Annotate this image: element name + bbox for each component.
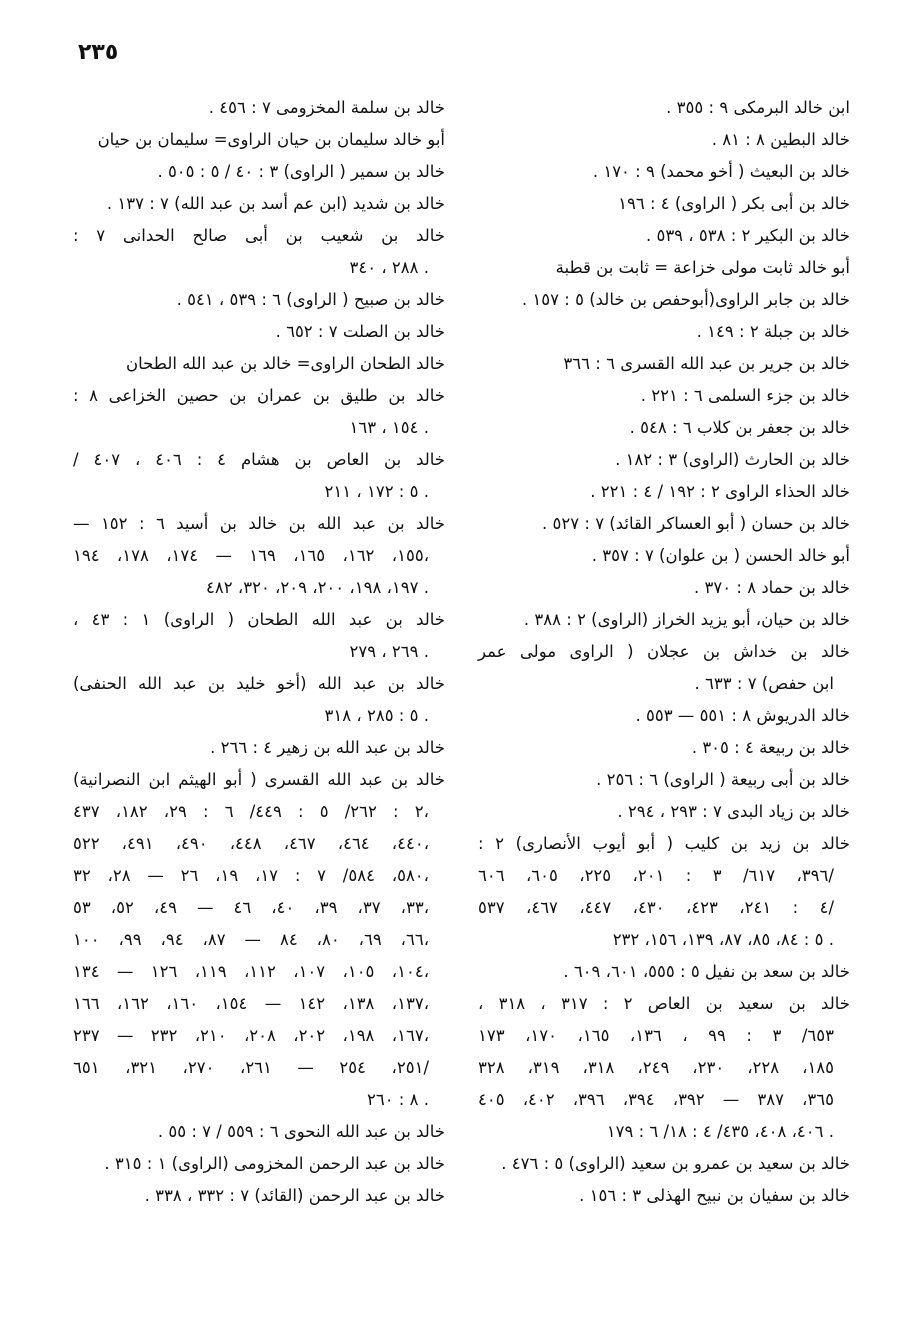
index-entry (478, 796, 850, 828)
index-entry (478, 252, 850, 284)
entry-continuation-line: ٦٦، ٦٩، ٨٠، ٨٤ — ٨٧، ٩٤، ٩٩، ١٠٠، (73, 930, 430, 949)
entry-heading-line: خالد الدريوش ٨ : ٥٥١ — ٥٥٣ . (635, 706, 850, 725)
entry-heading-line: خالد بن سفيان بن نبيح الهذلى ٣ : ١٥٦ . (579, 1186, 850, 1205)
entry-heading-line: خالد بن جابر الراوى(أبوحفص بن خالد) ٥ : ١٥٧ . (521, 290, 850, 309)
entry-heading-line: خالد بن أبى ربيعة ( الراوى) ٦ : ٢٥٦ . (596, 770, 850, 789)
entry-heading-line: خالد الطحان الراوى= خالد بن عبد الله الطحان (126, 354, 445, 373)
entry-heading-line: خالد بن صبيح ( الراوى) ٦ : ٥٣٩ ، ٥٤١ . (176, 290, 445, 309)
index-entry (73, 1116, 445, 1148)
entry-heading-line: خالد بن سعيد بن عمرو بن سعيد (الراوى) ٥ : ٤٧٦ . (501, 1154, 850, 1173)
entry-heading-line: أبو خالد ثابت مولى خزاعة = ثابت بن قطبة (555, 258, 850, 277)
entry-heading-line: خالد بن ربيعة ٤ : ٣٠٥ . (691, 738, 850, 757)
index-entry (73, 284, 445, 316)
entry-heading-line: خالد بن شديد (ابن عم أسد بن عبد الله) ٧ : ١٣٧ . (106, 194, 445, 213)
index-entry (478, 188, 850, 220)
index-entry (478, 636, 850, 700)
entry-heading-line: خالد بن عبد الله (أخو خليد بن عبد الله الحنفى) (73, 674, 445, 693)
index-entry (73, 444, 445, 508)
entry-continuation-line: ١٥٥، ١٦٢، ١٦٥، ١٦٩ — ١٧٤، ١٧٨، ١٩٤، (73, 546, 430, 565)
index-column-left (73, 92, 445, 1212)
entry-heading-line: أبو خالد الحسن ( بن علوان) ٧ : ٣٥٧ . (591, 546, 850, 565)
entry-heading-line: خالد بن سلمة المخزومى ٧ : ٤٥٦ . (208, 98, 445, 117)
entry-heading-line: خالد بن أبى بكر ( الراوى) ٤ : ١٩٦ (618, 194, 850, 213)
entry-heading-line: خالد بن عبد الله القسرى ( أبو الهيثم ابن النصرانية) (73, 770, 445, 789)
index-entry (73, 668, 445, 732)
index-entry (73, 508, 445, 604)
entry-continuation-line: ٥٨٠، ٥٨٤/ ٧ : ١٧، ١٩، ٢٦ — ٢٨، ٣٢، (73, 866, 429, 885)
entry-continuation-line: ١٥٤ ، ١٦٣ . (349, 418, 429, 437)
entry-heading-line: خالد بن طليق بن عمران بن حصين الخزاعى ٨ : (73, 386, 445, 405)
index-entry (478, 1148, 850, 1180)
entry-heading-line: أبو خالد سليمان بن حيان الراوى= سليمان بن حيان (97, 130, 445, 149)
index-entry (478, 124, 850, 156)
index-entry (73, 732, 445, 764)
index-entry (478, 220, 850, 252)
entry-heading-line: خالد بن حماد ٨ : ٣٧٠ . (694, 578, 850, 597)
entry-heading-line: خالد البطين ٨ : ٨١ . (711, 130, 850, 149)
entry-heading-line: خالد بن جبلة ٢ : ١٤٩ . (696, 322, 850, 341)
entry-heading-line: خالد بن عبد الله بن خالد بن أسيد ٦ : ١٥٢ — (73, 514, 445, 533)
entry-heading-line: خالد بن عبد الرحمن المخزومى (الراوى) ١ : ٣١٥ . (104, 1154, 445, 1173)
entry-heading-line: خالد بن سعيد بن العاص ٢ : ٣١٧ ، ٣١٨ ، (478, 994, 850, 1013)
entry-continuation-line: ١٨٥، ٢٢٨، ٢٣٠، ٢٤٩، ٣١٨، ٣١٩، ٣٢٨ (478, 1058, 835, 1077)
entry-heading-line: خالد بن شعيب بن أبى صالح الحدانى ٧ : (73, 226, 445, 245)
index-entry (73, 1148, 445, 1180)
entry-continuation-line: ٥ : ٢٨٥ ، ٣١٨ . (324, 706, 429, 725)
entry-continuation-line: ١٦٧، ١٩٨، ٢٠٢، ٢٠٨، ٢١٠، ٢٣٢ — ٢٣٧، (73, 1026, 430, 1045)
entry-heading-line: ابن خالد البرمكى ٩ : ٣٥٥ . (666, 98, 850, 117)
index-entry (73, 92, 445, 124)
index-entry (73, 220, 445, 284)
entry-continuation-line: ٣٣، ٣٧، ٣٩، ٤٠، ٤٦ — ٤٩، ٥٢، ٥٣، (73, 898, 430, 917)
page-number: ٢٣٥ (78, 40, 119, 65)
entry-heading-line: خالد بن العاص بن هشام ٤ : ٤٠٦ ، ٤٠٧ / (73, 450, 445, 469)
entry-heading-line: خالد بن زيد بن كليب ( أبو أيوب الأنصارى) ٢ : (478, 834, 850, 853)
entry-continuation-line: ٢٨٨ ، ٣٤٠ . (349, 258, 429, 277)
index-column-right (478, 92, 850, 1212)
entry-heading-line: خالد بن حسان ( أبو العساكر القائد) ٧ : ٥٢٧ . (542, 514, 850, 533)
entry-heading-line: خالد الحذاء الراوى ٢ : ١٩٢ / ٤ : ٢٢١ . (590, 482, 850, 501)
index-entry (478, 764, 850, 796)
entry-heading-line: خالد بن الصلت ٧ : ٦٥٢ . (275, 322, 445, 341)
entry-heading-line: خالد بن جزء السلمى ٦ : ٢٢١ . (640, 386, 850, 405)
entry-heading-line: خالد بن خداش بن عجلان ( الراوى مولى عمر (478, 642, 850, 661)
index-entry (478, 476, 850, 508)
entry-continuation-line: ٤٤٠، ٤٦٤، ٤٦٧، ٤٤٨، ٤٩٠، ٤٩١، ٥٢٢، (73, 834, 430, 853)
entry-continuation-line: ١٩٧، ١٩٨، ٢٠٠، ٢٠٩، ٣٢٠، ٤٨٢ . (206, 578, 429, 597)
entry-continuation-line: ٥ : ٨٤، ٨٥، ٨٧، ١٣٩، ١٥٦، ٢٣٢ . (612, 930, 834, 949)
entry-continuation-line: ٣٩٦، ٦١٧/ ٣ : ٢٠١، ٢٢٥، ٦٠٥، ٦٠٦/ (478, 866, 834, 885)
index-entry (478, 156, 850, 188)
entry-continuation-line: ٢٥١، ٢٥٤ — ٢٦١، ٢٧٠، ٣٢١، ٦٥١/ (73, 1058, 430, 1077)
index-entry (478, 828, 850, 956)
index-entry (478, 540, 850, 572)
entry-continuation-line: ١٣٧، ١٣٨، ١٤٢ — ١٥٤، ١٦٠، ١٦٢، ١٦٦، (73, 994, 430, 1013)
entry-heading-line: خالد بن سمير ( الراوى) ٣ : ٤٠ / ٥ : ٥٠٥ . (157, 162, 445, 181)
index-entry (478, 316, 850, 348)
entry-heading-line: خالد بن عبد الرحمن (القائد) ٧ : ٣٣٢ ، ٣٣٨ . (144, 1186, 445, 1205)
index-entry (478, 508, 850, 540)
entry-heading-line: خالد بن حيان، أبو يزيد الخراز (الراوى) ٢ : ٣٨٨ . (523, 610, 850, 629)
index-entry (73, 1180, 445, 1212)
index-entry (478, 572, 850, 604)
index-entry (73, 348, 445, 380)
index-entry (478, 284, 850, 316)
entry-continuation-line: ٣٦٥، ٣٨٧ — ٣٩٢، ٣٩٤، ٣٩٦، ٤٠٢، ٤٠٥ (478, 1090, 834, 1109)
index-entry (478, 1180, 850, 1212)
entry-heading-line: خالد بن جرير بن عبد الله القسرى ٦ : ٣٦٦ (563, 354, 850, 373)
index-entry (478, 700, 850, 732)
entry-heading-line: خالد بن عبد الله بن زهير ٤ : ٢٦٦ . (210, 738, 445, 757)
entry-heading-line: خالد بن سعد بن نفيل ٥ : ٥٥٥، ٦٠١، ٦٠٩ . (563, 962, 850, 981)
entry-continuation-line: ٥ : ١٧٢ ، ٢١١ . (324, 482, 429, 501)
index-entry (73, 316, 445, 348)
entry-continuation-line: ٦٥٣/ ٣ : ٩٩ ، ١٣٦، ١٦٥، ١٧٠، ١٧٣ (478, 1026, 834, 1045)
index-entry (73, 604, 445, 668)
index-entry (478, 604, 850, 636)
entry-heading-line: خالد بن زياد البدى ٧ : ٢٩٣ ، ٢٩٤ . (617, 802, 850, 821)
entry-continuation-line: ١٠٤، ١٠٥، ١٠٧، ١١٢، ١١٩، ١٢٦ — ١٣٤، (73, 962, 430, 981)
index-entry (73, 380, 445, 444)
entry-heading-line: خالد بن جعفر بن كلاب ٦ : ٥٤٨ . (629, 418, 850, 437)
index-entry (73, 156, 445, 188)
index-entry (478, 412, 850, 444)
entry-continuation-line: ٢٦٩ ، ٢٧٩ . (349, 642, 429, 661)
entry-heading-line: خالد بن عبد الله الطحان ( الراوى) ١ : ٤٣ ، (73, 610, 446, 629)
index-entry (478, 92, 850, 124)
entry-continuation-line: ٤ : ٢٤١، ٤٢٣، ٤٣٠، ٤٤٧، ٤٦٧، ٥٣٧/ (478, 898, 835, 917)
entry-heading-line: خالد بن البعيث ( أخو محمد) ٩ : ١٧٠ . (592, 162, 850, 181)
index-entry (478, 380, 850, 412)
entry-continuation-line: ٤٠٦، ٤٠٨، ٤٣٥/ ٤ : ١٨/ ٦ : ١٧٩ . (606, 1122, 834, 1141)
index-entry (478, 348, 850, 380)
entry-continuation-line: ٨ : ٢٦٠ . (366, 1090, 429, 1109)
index-entry (73, 188, 445, 220)
entry-heading-line: خالد بن البكير ٢ : ٥٣٨ ، ٥٣٩ . (645, 226, 850, 245)
index-entry (73, 764, 445, 1116)
index-entry (478, 444, 850, 476)
entry-heading-line: خالد بن عبد الله النحوى ٦ : ٥٥٩ / ٧ : ٥٥ . (157, 1122, 445, 1141)
entry-heading-line: خالد بن الحارث (الراوى) ٣ : ١٨٢ . (615, 450, 850, 469)
entry-continuation-line: ابن حفص) ٧ : ٦٣٣ . (694, 674, 834, 693)
entry-continuation-line: ٢ : ٢٦٢/ ٥ : ٤٤٩/ ٦ : ٢٩، ١٨٢، ٤٣٧، (73, 802, 429, 821)
index-entry (478, 732, 850, 764)
index-entry (478, 956, 850, 988)
index-entry (73, 124, 445, 156)
index-entry (478, 988, 850, 1148)
